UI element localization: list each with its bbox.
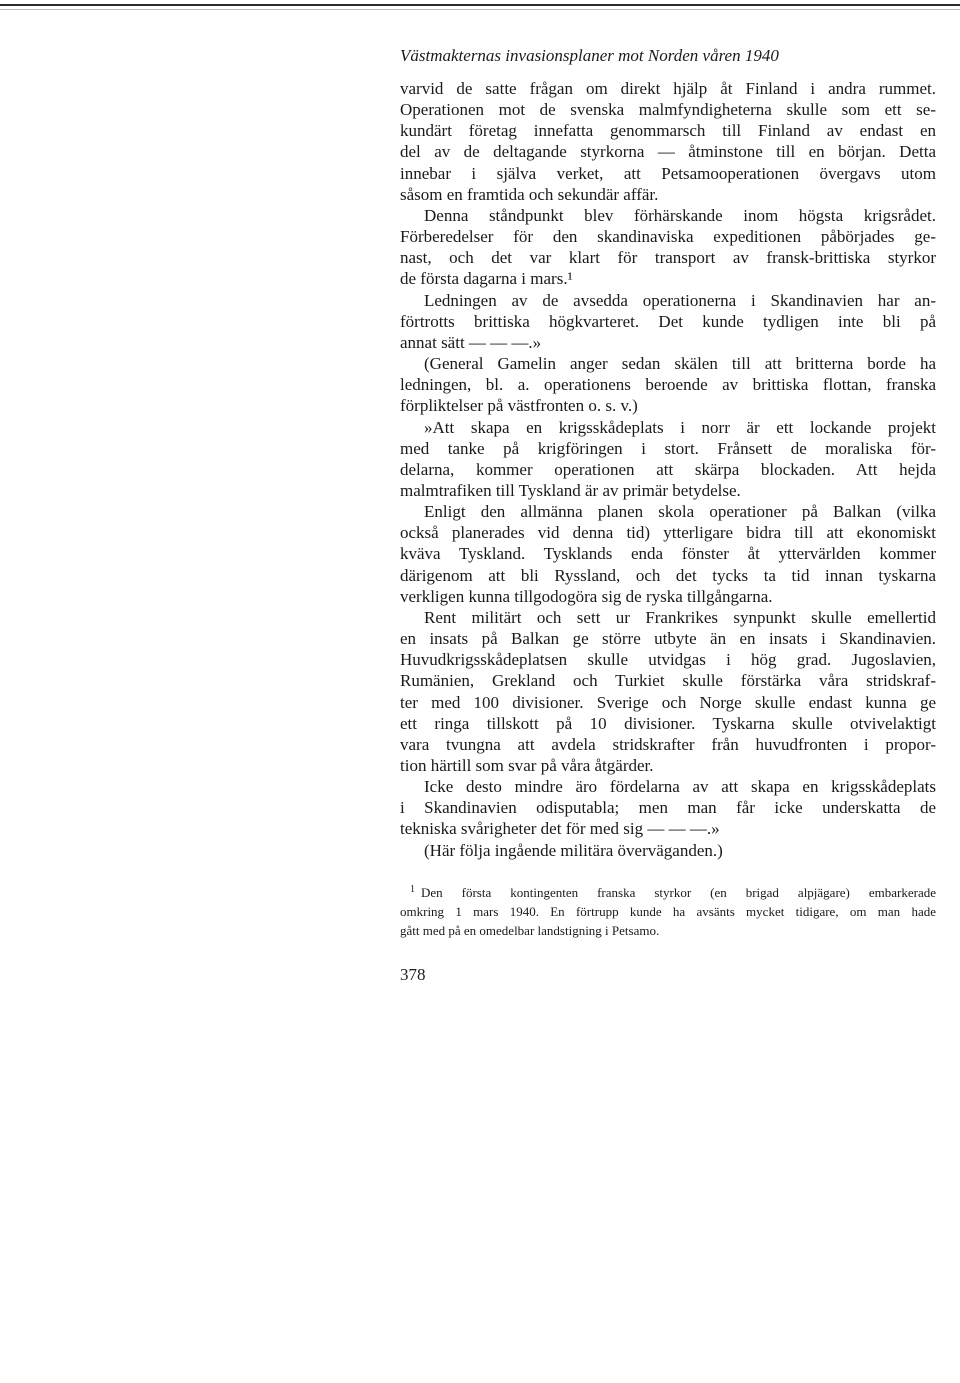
text-line: Rumänien, Grekland och Turkiet skulle förstärka våra stridskraf- — [400, 671, 936, 691]
text-line: varvid de satte frågan om direkt hjälp åt Finland i andra rummet. — [400, 79, 936, 98]
running-head: Västmakternas invasionsplaner mot Norden våren 1940 — [400, 46, 779, 65]
text-line: Huvudkrigsskådeplatsen skulle utvidgas i hög grad. Jugoslavien, — [400, 650, 936, 670]
top-rule-thin — [0, 9, 960, 10]
text-line: (Här följa ingående militära överväganden.) — [424, 840, 723, 860]
text-line: (General Gamelin anger sedan skälen till att britterna borde ha — [424, 354, 936, 374]
paragraph — [400, 417, 936, 502]
paragraph — [400, 501, 936, 607]
footnote-line: gått med på en omedelbar landstigning i Petsamo. — [400, 923, 660, 938]
footnote-text: Den första kontingenten franska styrkor (en brigad alpjägare) embarkerade — [421, 885, 936, 900]
paragraph — [400, 78, 936, 205]
text-line: Operationen mot de svenska malmfyndigheterna skulle som ett se- — [400, 100, 936, 120]
paragraph — [400, 205, 936, 290]
text-line: malmtrafiken till Tyskland är av primär betydelse. — [400, 480, 741, 500]
text-line: förpliktelser på västfronten o. s. v.) — [400, 396, 638, 416]
footnote-line: omkring 1 mars 1940. En förtrupp kunde ha avsänts mycket tidigare, om man hade — [400, 904, 936, 919]
text-line: Förberedelser för den skandinaviska expeditionen påbörjades ge- — [400, 227, 936, 247]
text-line: vara tvungna att avdela stridskrafter från huvudfronten i propor- — [400, 734, 936, 754]
text-line: tekniska svårigheter det för med sig — — —.» — [400, 819, 720, 839]
text-line: därigenom att bli Ryssland, och det tycks ta tid innan tyskarna — [400, 565, 936, 585]
text-line: Enligt den allmänna planen skola operationer på Balkan (vilka — [424, 502, 936, 522]
text-line: såsom en framtida och sekundär affär. — [400, 184, 659, 204]
footnote — [400, 883, 936, 940]
text-line: ett ringa tillskott på 10 divisioner. Tyskarna skulle otvivelaktigt — [400, 713, 936, 733]
text-line: tion härtill som svar på våra åtgärder. — [400, 756, 654, 775]
text-line: annat sätt — — —.» — [400, 332, 542, 352]
text-line: verkligen kunna tillgodogöra sig de ryska tillgångarna. — [400, 586, 773, 606]
text-line: i Skandinavien odisputabla; men man får icke underskatta de — [400, 798, 936, 818]
paragraph — [400, 607, 936, 776]
footnote-mark: 1 — [410, 883, 415, 895]
paragraph — [400, 353, 936, 416]
body-text — [400, 78, 936, 861]
text-line: »Att skapa en krigsskådeplats i norr är ett lockande projekt — [424, 417, 936, 437]
text-line: också planerades vid denna tid) ytterligare bidra till att ekonomiskt — [400, 523, 936, 543]
text-line: ter med 100 divisioner. Sverige och Norge skulle endast kunna ge — [400, 692, 936, 712]
footnote-line — [400, 883, 936, 902]
text-line: Icke desto mindre äro fördelarna av att skapa en krigsskådeplats — [424, 777, 936, 797]
page-number: 378 — [400, 965, 426, 984]
paragraph — [400, 840, 936, 861]
text-line: innebar i själva verket, att Petsamooperationen övergavs utom — [400, 163, 936, 183]
text-line: de första dagarna i mars.¹ — [400, 269, 573, 289]
text-line: Rent militärt och sett ur Frankrikes synpunkt skulle emellertid — [424, 607, 936, 627]
text-line: med tanke på krigföringen i stort. Frånsett de moraliska för- — [400, 438, 936, 458]
text-line: ledningen, bl. a. operationens beroende av brittiska flottan, franska — [400, 375, 936, 395]
text-line: kundärt företag innefatta genommarsch till Finland av endast en — [400, 121, 936, 141]
text-line: Ledningen av de avsedda operationerna i Skandinavien har an- — [424, 290, 936, 310]
paragraph — [400, 776, 936, 839]
text-line: en insats på Balkan ge större utbyte än en insats i Skandinavien. — [400, 629, 936, 649]
text-line: nast, och det var klart för transport av fransk-brittiska styrkor — [400, 248, 936, 268]
text-line: delarna, kommer operationen att skärpa blockaden. Att hejda — [400, 459, 936, 479]
text-line: Denna ståndpunkt blev förhärskande inom högsta krigsrådet. — [424, 205, 936, 225]
top-rule — [0, 4, 960, 6]
text-line: förtrotts brittiska högkvarteret. Det kunde tydligen inte bli på — [400, 311, 936, 331]
text-line: del av de deltagande styrkorna — åtminstone till en början. Detta — [400, 142, 936, 162]
text-line: kväva Tyskland. Tysklands enda fönster åt yttervärlden kommer — [400, 544, 936, 564]
paragraph — [400, 290, 936, 353]
